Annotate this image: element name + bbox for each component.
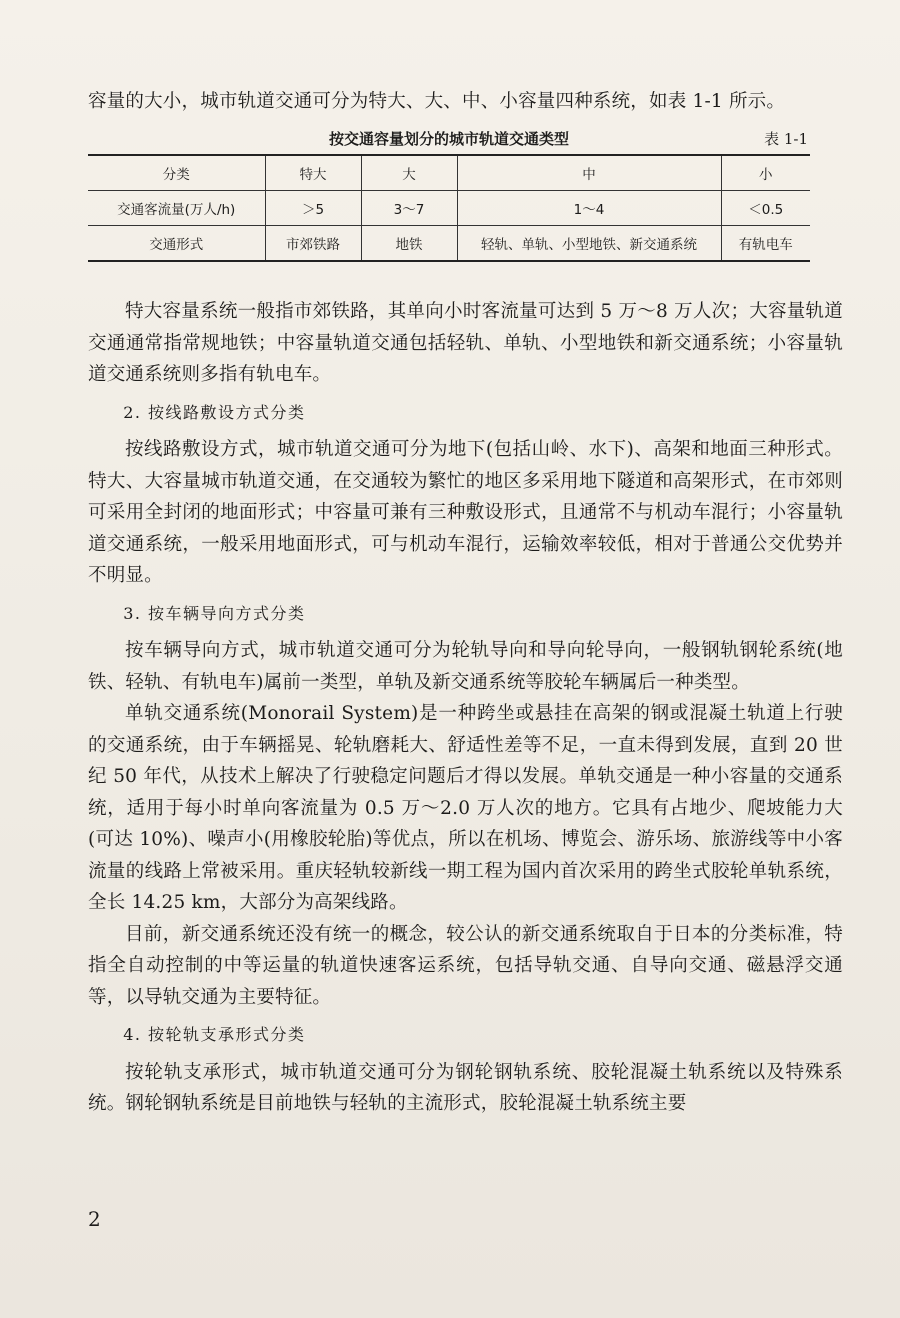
paragraph-new-transit-system: 目前，新交通系统还没有统一的概念，较公认的新交通系统取自于日本的分类标准，特指全自动控制的中等运量的轨道快速客运系统，包括导轨交通、自导向交通、磁悬浮交通等，以导轨交通为主要特征。 [88, 923, 843, 1008]
intro-text [88, 86, 843, 118]
table-cell: 3～7 [361, 191, 457, 226]
table-cell: 有轨电车 [721, 226, 810, 262]
page-number: 2 [88, 1207, 101, 1231]
body-text [88, 296, 843, 1120]
table-title: 按交通容量划分的城市轨道交通类型 [328, 130, 569, 148]
capacity-table [88, 154, 810, 262]
section-heading-wheel-rail-support: 4. 按轮轨支承形式分类 [123, 1025, 306, 1044]
table-cell: 交通形式 [88, 226, 265, 262]
intro-line: 容量的大小，城市轨道交通可分为特大、大、中、小容量四种系统，如表 1-1 所示。 [88, 91, 786, 112]
table-cell: 交通客流量(万人/h) [88, 191, 265, 226]
table-caption [88, 124, 810, 154]
section-heading-vehicle-guidance: 3. 按车辆导向方式分类 [123, 603, 306, 623]
section-heading-route-laying: 2. 按线路敷设方式分类 [123, 402, 306, 422]
table-row [88, 155, 810, 191]
table-cell: 中 [457, 155, 721, 191]
paragraph-route-laying: 按线路敷设方式，城市轨道交通可分为地下(包括山岭、水下)、高架和地面三种形式。特大、大容量城市轨道交通，在交通较为繁忙的地区多采用地下隧道和高架形式，在市郊则可采用全封闭的地面形式；中容量可兼有三种敷设形式，且通常不与机动车混行；小容量轨道交通系统，一般采用地面形式，可与机动车混行，运输效率较低，相对于普通公交优势并不明显。 [88, 439, 843, 586]
table-cell: 地铁 [361, 226, 457, 262]
table-cell: ＜0.5 [721, 191, 810, 226]
table-number: 表 1-1 [764, 130, 808, 148]
capacity-table-block [88, 124, 810, 262]
table-cell: 1～4 [457, 191, 721, 226]
table-cell: 大 [361, 155, 457, 191]
paragraph-extra-large-capacity: 特大容量系统一般指市郊铁路，其单向小时客流量可达到 5 万～8 万人次；大容量轨道交通通常指常规地铁；中容量轨道交通包括轻轨、单轨、小型地铁和新交通系统；小容量轨道交通系统则多指有轨电车。 [88, 301, 843, 385]
paragraph-wheel-rail-support: 按轮轨支承形式，城市轨道交通可分为钢轮钢轨系统、胶轮混凝土轨系统以及特殊系统。钢轮钢轨系统是目前地铁与轻轨的主流形式，胶轮混凝土轨系统主要 [88, 1061, 843, 1114]
table-row [88, 191, 810, 226]
table-cell: 小 [721, 155, 810, 191]
table-row [88, 226, 810, 262]
table-cell: ＞5 [265, 191, 361, 226]
table-cell: 轻轨、单轨、小型地铁、新交通系统 [457, 226, 721, 262]
paragraph-vehicle-guidance: 按车辆导向方式，城市轨道交通可分为轮轨导向和导向轮导向，一般钢轨钢轮系统(地铁、轻轨、有轨电车)属前一类型，单轨及新交通系统等胶轮车辆属后一种类型。 [88, 640, 843, 693]
table-cell: 市郊铁路 [265, 226, 361, 262]
table-cell: 分类 [88, 155, 265, 191]
paragraph-monorail: 单轨交通系统(Monorail System)是一种跨坐或悬挂在高架的钢或混凝土轨道上行驶的交通系统，由于车辆摇晃、轮轨磨耗大、舒适性差等不足，一直未得到发展，直到 20 世纪 50 年代，从技术上解决了行驶稳定问题后才得以发展。单轨交通是一种小容量的交通系统，适用于每小时单向客流量为 0.5 万～2.0 万人次的地方。它具有占地少、爬坡能力大(可达 10%)、噪声小(用橡胶轮胎)等优点，所以在机场、博览会、游乐场、旅游线等中小客流量的线路上常被采用。重庆轻轨较新线一期工程为国内首次采用的跨坐式胶轮单轨系统，全长 14.25 km，大部分为高架线路。 [88, 703, 843, 913]
table-cell: 特大 [265, 155, 361, 191]
